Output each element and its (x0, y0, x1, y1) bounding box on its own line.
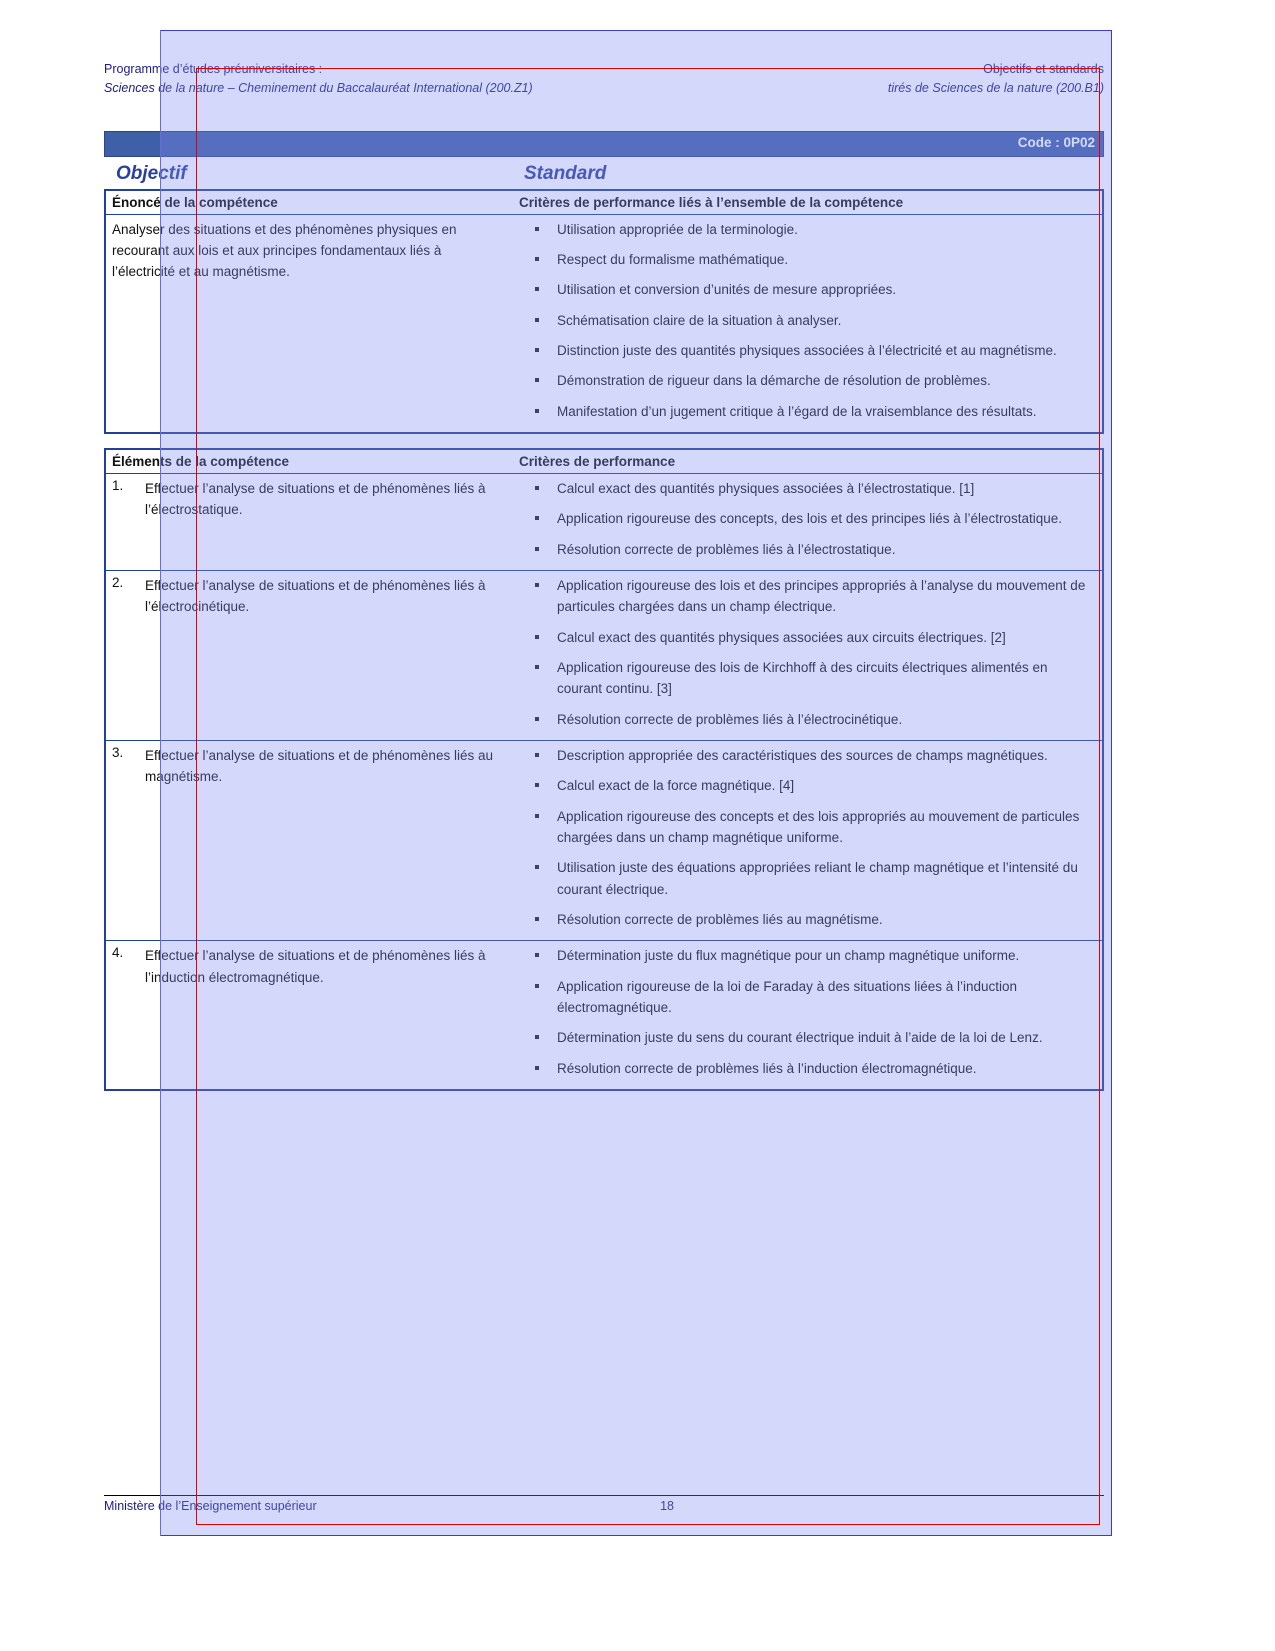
standard-title: Standard (524, 162, 607, 184)
element-text: Effectuer l’analyse de situations et de phénomènes liés à l’induction électromagnétique. (139, 941, 513, 1090)
col-head-elements: Éléments de la compétence (105, 449, 513, 474)
criterion-item: Description appropriée des caractéristiques des sources de champs magnétiques. (519, 745, 1096, 766)
criterion-item: Calcul exact des quantités physiques associées à l’électrostatique. [1] (519, 478, 1096, 499)
col-head-enonce: Énoncé de la compétence (105, 190, 513, 215)
page-header (104, 60, 1104, 99)
criteria-list (519, 478, 1096, 560)
element-number: 1. (112, 478, 124, 494)
criteria-list (519, 219, 1096, 422)
criterion-item: Utilisation appropriée de la terminologie. (519, 219, 1096, 240)
element-number: 2. (105, 571, 139, 741)
element-number: 4. (105, 941, 139, 1090)
criteria-cell (513, 941, 1103, 1090)
page-footer (104, 1495, 1104, 1513)
criterion-item: Démonstration de rigueur dans la démarche de résolution de problèmes. (519, 370, 1096, 391)
header-objectives-source: tirés de Sciences de la nature (200.B1) (887, 81, 1104, 96)
document-body (104, 60, 1104, 1091)
table-row (105, 741, 1103, 941)
criterion-item: Respect du formalisme mathématique. (519, 249, 1096, 270)
criterion-item: Utilisation et conversion d’unités de mesure appropriées. (519, 279, 1096, 300)
header-objectives-label: Objectifs et standards (983, 62, 1104, 76)
table-row (105, 214, 1103, 433)
criterion-item: Détermination juste du flux magnétique pour un champ magnétique uniforme. (519, 945, 1096, 966)
criterion-item: Résolution correcte de problèmes liés à l’électrostatique. (519, 539, 1096, 560)
criterion-item: Schématisation claire de la situation à analyser. (519, 310, 1096, 331)
selection-guide-line (160, 30, 161, 1536)
criterion-item: Application rigoureuse des concepts et des lois appropriés au mouvement de particules chargées dans un champ magnétique uniforme. (519, 806, 1096, 849)
code-bar (104, 131, 1104, 157)
elements-table (104, 448, 1104, 1091)
criterion-item: Résolution correcte de problèmes liés à l’induction électromagnétique. (519, 1058, 1096, 1079)
element-text: Effectuer l’analyse de situations et de phénomènes liés à l’électrocinétique. (139, 571, 513, 741)
header-program-label: Programme d’études préuniversitaires : (104, 62, 323, 76)
criteria-list (519, 575, 1096, 730)
objectif-title: Objectif (116, 162, 187, 184)
criterion-item: Application rigoureuse des lois et des principes appropriés à l’analyse du mouvement de particules chargées dans un champ électrique. (519, 575, 1096, 618)
table-row (105, 571, 1103, 741)
criterion-item: Manifestation d’un jugement critique à l’égard de la vraisemblance des résultats. (519, 401, 1096, 422)
criterion-item: Distinction juste des quantités physiques associées à l’électricité et au magnétisme. (519, 340, 1096, 361)
competence-statement: Analyser des situations et des phénomènes physiques en recourant aux lois et aux principes fondamentaux liés à l’électricité et au magnétisme. (112, 221, 457, 280)
criteria-cell (513, 741, 1103, 941)
criterion-item: Calcul exact de la force magnétique. [4] (519, 775, 1096, 796)
criterion-item: Utilisation juste des équations appropriées reliant le champ magnétique et l’intensité du courant électrique. (519, 857, 1096, 900)
footer-ministry: Ministère de l’Enseignement supérieur (104, 1499, 317, 1513)
code-label: Code : 0P02 (1017, 134, 1095, 150)
criterion-item: Application rigoureuse de la loi de Faraday à des situations liées à l’induction électromagnétique. (519, 976, 1096, 1019)
competence-criteria-cell (513, 214, 1103, 433)
criterion-item: Calcul exact des quantités physiques associées aux circuits électriques. [2] (519, 627, 1096, 648)
table-header-row (105, 449, 1103, 474)
criteria-cell (513, 474, 1103, 571)
criterion-item: Résolution correcte de problèmes liés à l’électrocinétique. (519, 709, 1096, 730)
elements-rows (105, 474, 1103, 1090)
criterion-item: Application rigoureuse des concepts, des lois et des principes liés à l’électrostatique. (519, 508, 1096, 529)
criterion-item: Application rigoureuse des lois de Kirchhoff à des circuits électriques alimentés en courant continu. [3] (519, 657, 1096, 700)
column-titles (104, 163, 1104, 185)
element-text: Effectuer l’analyse de situations et de phénomènes liés au magnétisme. (139, 741, 513, 941)
element-text: Effectuer l’analyse de situations et de phénomènes liés à l’électrostatique. (145, 481, 486, 518)
header-program-name: Sciences de la nature – Cheminement du Baccalauréat International (200.Z1) (104, 81, 533, 96)
element-number: 3. (105, 741, 139, 941)
table-header-row (105, 190, 1103, 215)
criteria-list (519, 745, 1096, 930)
competence-table (104, 189, 1104, 434)
footer-page-number: 18 (660, 1499, 674, 1513)
criterion-item: Détermination juste du sens du courant électrique induit à l’aide de la loi de Lenz. (519, 1027, 1096, 1048)
col-head-criteres-ensemble: Critères de performance liés à l’ensemble de la compétence (513, 190, 1103, 215)
criterion-item: Résolution correcte de problèmes liés au magnétisme. (519, 909, 1096, 930)
table-row (105, 474, 1103, 571)
col-head-criteres: Critères de performance (513, 449, 1103, 474)
table-row (105, 941, 1103, 1090)
criteria-list (519, 945, 1096, 1079)
criteria-cell (513, 571, 1103, 741)
